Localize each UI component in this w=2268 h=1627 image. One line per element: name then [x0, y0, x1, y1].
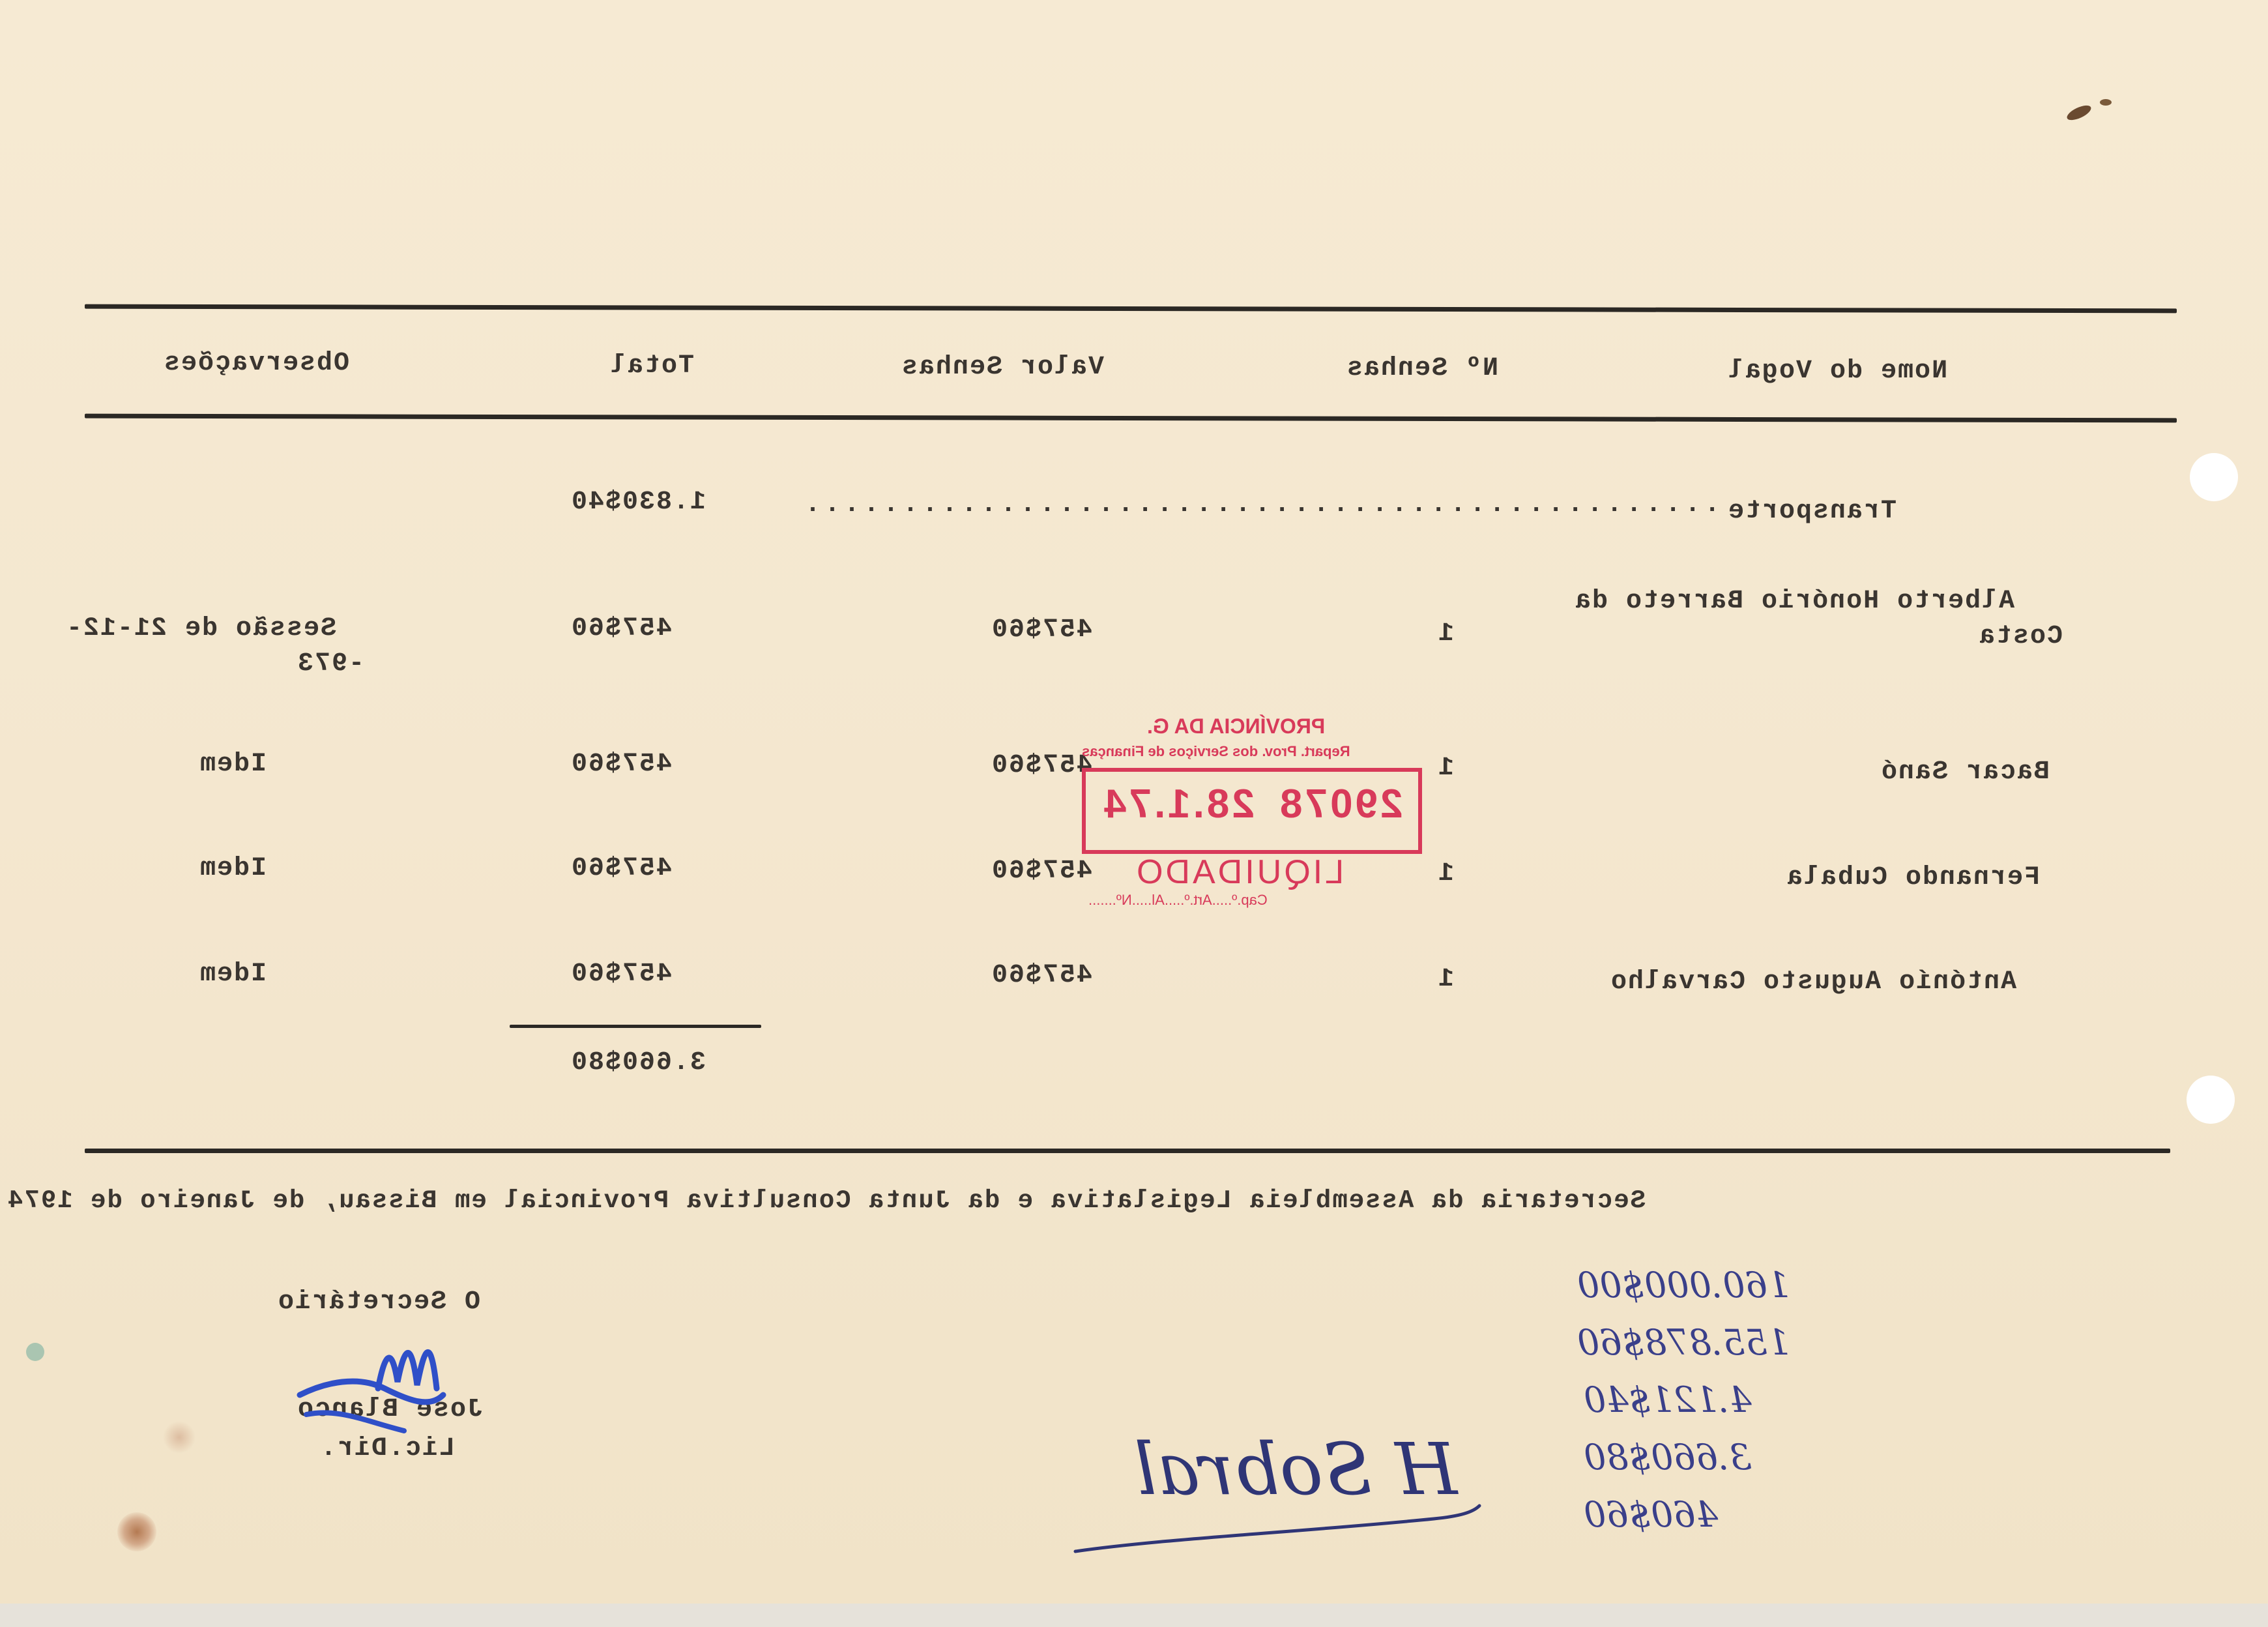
handwritten-sum: 460$60: [1584, 1494, 1719, 1535]
handwritten-sum: 155.878$60: [1577, 1322, 1790, 1363]
stamp-line1: PROVÍNCIA DA G.: [1147, 714, 1326, 738]
row-total: 457$60: [570, 750, 673, 779]
row-total: 457$60: [570, 960, 673, 989]
stamp-line2: Repart. Prov. dos Serviços de Finanças: [1082, 743, 1350, 759]
header-value: Valor Senhas: [901, 353, 1105, 382]
header-notes: Observações: [163, 349, 350, 378]
punch-hole: [2187, 1076, 2235, 1124]
scan-background: [0, 1604, 2268, 1627]
table-row: [0, 587, 2268, 678]
handwritten-signature: H Sobral: [1134, 1428, 1458, 1511]
row-value: 457$60: [991, 961, 1093, 990]
liquidado-stamp: [1069, 711, 1434, 906]
stamp-date: 28.1.74: [1101, 782, 1255, 827]
secretary-name: Jose Blanco: [297, 1395, 484, 1424]
transport-total: 1.830$40: [570, 488, 706, 517]
top-rule: [85, 304, 2177, 314]
handwritten-sum: 4.121$40: [1584, 1379, 1752, 1420]
header-name: Nome do Vogal: [1727, 357, 1948, 386]
row-total: 457$60: [570, 614, 673, 643]
secretary-degree: Lic.Dir.: [319, 1434, 456, 1463]
row-name-line1: Alberto Honório Barreto da: [1574, 587, 2015, 616]
row-total: 457$60: [570, 854, 673, 883]
ink-stain: [26, 1343, 44, 1361]
row-name-line1: Bacar Sanó: [1880, 757, 2050, 787]
handwritten-sums: [1577, 1265, 1790, 1551]
transport-label: Transporte: [1727, 497, 1897, 526]
footer-line: Secretaria da Assembleia Legislativa e da Junta Consultiva Provincial em Bissau, de Janeiro de 1974: [7, 1186, 1646, 1215]
row-notes-line1: Idem: [199, 750, 267, 779]
handwritten-sum: 3.660$80: [1584, 1437, 1752, 1478]
row-count: 1: [1437, 965, 1455, 994]
transport-row: [0, 490, 2268, 529]
row-value: 457$60: [991, 751, 1093, 780]
stamp-status: LIQUIDADO: [1134, 853, 1345, 891]
header-total: Total: [609, 351, 695, 381]
row-count: 1: [1437, 859, 1455, 888]
rust-stain: [117, 1512, 156, 1551]
row-notes-line1: Idem: [199, 854, 267, 883]
rust-stain: [163, 1421, 196, 1454]
sum-rule: [510, 1025, 761, 1028]
ink-stain: [2100, 99, 2112, 106]
table-row: [0, 960, 2268, 999]
header-count: Nº Senhas: [1346, 354, 1499, 383]
row-count: 1: [1437, 754, 1455, 783]
stamp-line4: Cap.º.....Art.º.....Al.....Nº.......: [1088, 892, 1268, 908]
row-notes-line1: Sessão de 21-12-: [65, 614, 337, 643]
header-row: [0, 349, 2268, 388]
transport-dots: ...............................................: [805, 490, 1724, 520]
ink-stain: [2065, 102, 2093, 123]
signature-underline: [1069, 1493, 1486, 1564]
stamp-number: 29078: [1277, 782, 1403, 827]
row-count: 1: [1437, 619, 1455, 649]
row-notes-line1: Idem: [199, 960, 267, 989]
row-value: 457$60: [991, 857, 1093, 886]
grand-total: 3.660$80: [570, 1048, 706, 1077]
row-name-line1: Antónío Augusto Carvalho: [1610, 967, 2017, 997]
row-value: 457$60: [991, 615, 1093, 645]
secretary-signature-scribble: [287, 1317, 456, 1447]
secretary-title: O Secretário: [277, 1287, 481, 1317]
handwritten-sum: 160.000$00: [1577, 1265, 1790, 1306]
footer-rule: [85, 1149, 2170, 1153]
row-notes-line2: -973: [297, 649, 365, 679]
punch-hole: [2190, 453, 2238, 501]
row-name-line2: Costa: [1978, 622, 2063, 651]
row-name-line1: Fernando Cubala: [1786, 863, 2041, 892]
header-rule: [85, 414, 2177, 423]
